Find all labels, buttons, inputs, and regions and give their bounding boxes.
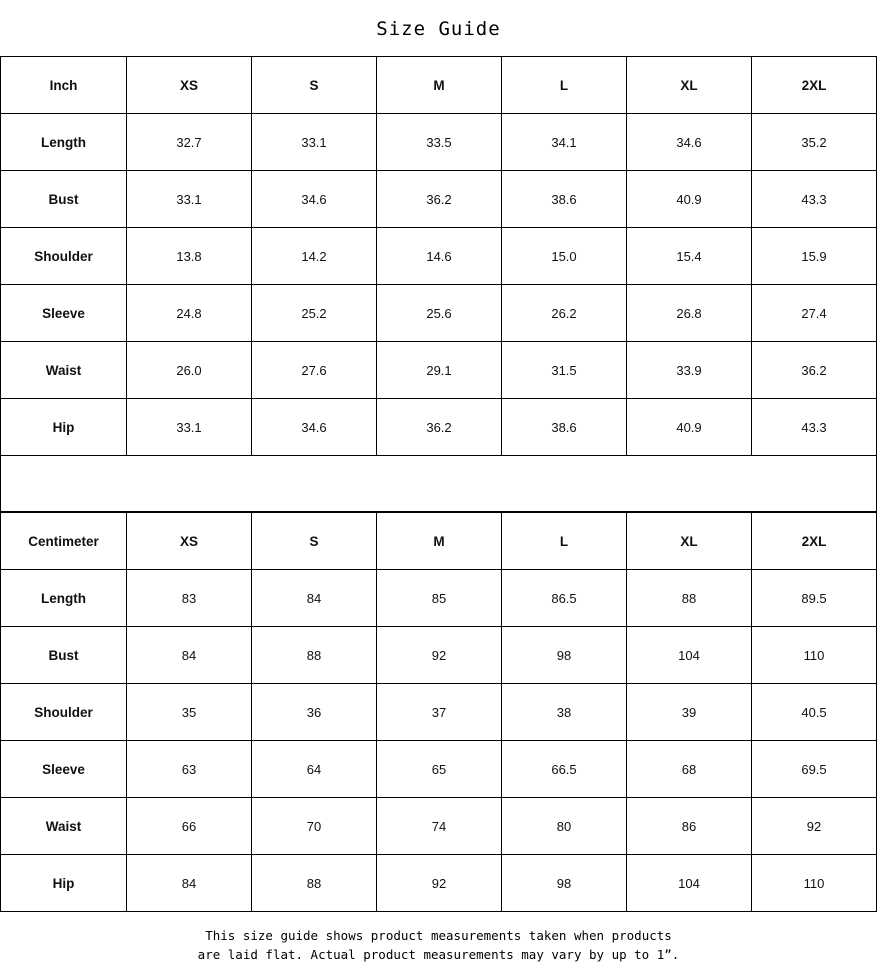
measure-value: 88 [627,570,752,627]
measure-value: 14.6 [377,228,502,285]
measure-label: Hip [1,399,127,456]
table-row [1,228,877,285]
footnote-line-2: are laid flat. Actual product measurements may vary by up to 1”. [197,947,680,963]
measure-value: 83 [127,570,252,627]
table-row [1,114,877,171]
unit-header-inch: Inch [1,57,127,114]
measure-value: 104 [627,855,752,912]
measure-value: 26.2 [502,285,627,342]
measure-value: 40.9 [627,399,752,456]
table-row [1,342,877,399]
measure-value: 98 [502,855,627,912]
table-row [1,399,877,456]
measure-value: 36.2 [377,399,502,456]
size-header-m: M [377,513,502,570]
measure-value: 37 [377,684,502,741]
measure-value: 43.3 [752,399,877,456]
measure-value: 86 [627,798,752,855]
measure-value: 92 [377,627,502,684]
size-header-2xl: 2XL [752,513,877,570]
measure-value: 15.0 [502,228,627,285]
size-header-l: L [502,57,627,114]
measure-value: 80 [502,798,627,855]
measure-value: 33.1 [127,171,252,228]
measure-value: 34.6 [252,399,377,456]
footnote-line-1: This size guide shows product measurements taken when products [205,928,672,943]
measure-value: 63 [127,741,252,798]
measure-value: 36.2 [377,171,502,228]
measure-value: 33.5 [377,114,502,171]
measure-value: 26.8 [627,285,752,342]
measure-label: Hip [1,855,127,912]
measure-label: Shoulder [1,228,127,285]
footnote [0,912,877,965]
measure-value: 25.2 [252,285,377,342]
measure-value: 84 [127,627,252,684]
measure-label: Waist [1,342,127,399]
table-row [1,798,877,855]
table-header-row [1,513,877,570]
table-row [1,627,877,684]
measure-value: 110 [752,855,877,912]
measure-value: 70 [252,798,377,855]
size-table-inch [0,56,877,456]
measure-value: 68 [627,741,752,798]
measure-value: 26.0 [127,342,252,399]
size-header-s: S [252,57,377,114]
measure-value: 69.5 [752,741,877,798]
measure-value: 27.4 [752,285,877,342]
measure-value: 36.2 [752,342,877,399]
size-header-s: S [252,513,377,570]
measure-value: 89.5 [752,570,877,627]
measure-value: 110 [752,627,877,684]
measure-value: 36 [252,684,377,741]
table-row [1,285,877,342]
measure-label: Sleeve [1,285,127,342]
table-row [1,570,877,627]
measure-value: 34.1 [502,114,627,171]
measure-value: 40.9 [627,171,752,228]
table-row [1,684,877,741]
table-separator [0,456,877,512]
measure-value: 92 [752,798,877,855]
measure-label: Length [1,114,127,171]
measure-value: 33.1 [252,114,377,171]
measure-value: 33.9 [627,342,752,399]
size-header-xs: XS [127,513,252,570]
measure-value: 86.5 [502,570,627,627]
unit-header-centimeter: Centimeter [1,513,127,570]
size-table-centimeter [0,512,877,912]
page-title: Size Guide [376,18,501,40]
measure-value: 85 [377,570,502,627]
measure-label: Bust [1,627,127,684]
measure-label: Bust [1,171,127,228]
measure-label: Length [1,570,127,627]
measure-value: 66 [127,798,252,855]
size-header-xl: XL [627,513,752,570]
measure-label: Sleeve [1,741,127,798]
size-header-l: L [502,513,627,570]
measure-value: 38.6 [502,399,627,456]
measure-value: 15.9 [752,228,877,285]
measure-value: 98 [502,627,627,684]
size-header-xl: XL [627,57,752,114]
measure-value: 43.3 [752,171,877,228]
table-row [1,855,877,912]
table-row [1,171,877,228]
measure-value: 25.6 [377,285,502,342]
measure-value: 35.2 [752,114,877,171]
measure-value: 33.1 [127,399,252,456]
measure-value: 66.5 [502,741,627,798]
measure-value: 88 [252,855,377,912]
measure-value: 84 [127,855,252,912]
measure-value: 88 [252,627,377,684]
measure-value: 35 [127,684,252,741]
measure-label: Waist [1,798,127,855]
measure-value: 29.1 [377,342,502,399]
measure-value: 13.8 [127,228,252,285]
measure-value: 64 [252,741,377,798]
measure-value: 15.4 [627,228,752,285]
measure-value: 32.7 [127,114,252,171]
measure-value: 34.6 [627,114,752,171]
measure-value: 92 [377,855,502,912]
measure-value: 40.5 [752,684,877,741]
size-header-xs: XS [127,57,252,114]
table-row [1,741,877,798]
measure-value: 14.2 [252,228,377,285]
measure-value: 39 [627,684,752,741]
size-header-2xl: 2XL [752,57,877,114]
measure-value: 65 [377,741,502,798]
measure-value: 31.5 [502,342,627,399]
measure-value: 34.6 [252,171,377,228]
measure-value: 84 [252,570,377,627]
measure-value: 38 [502,684,627,741]
measure-value: 104 [627,627,752,684]
measure-label: Shoulder [1,684,127,741]
measure-value: 74 [377,798,502,855]
measure-value: 27.6 [252,342,377,399]
measure-value: 24.8 [127,285,252,342]
size-header-m: M [377,57,502,114]
measure-value: 38.6 [502,171,627,228]
table-header-row [1,57,877,114]
